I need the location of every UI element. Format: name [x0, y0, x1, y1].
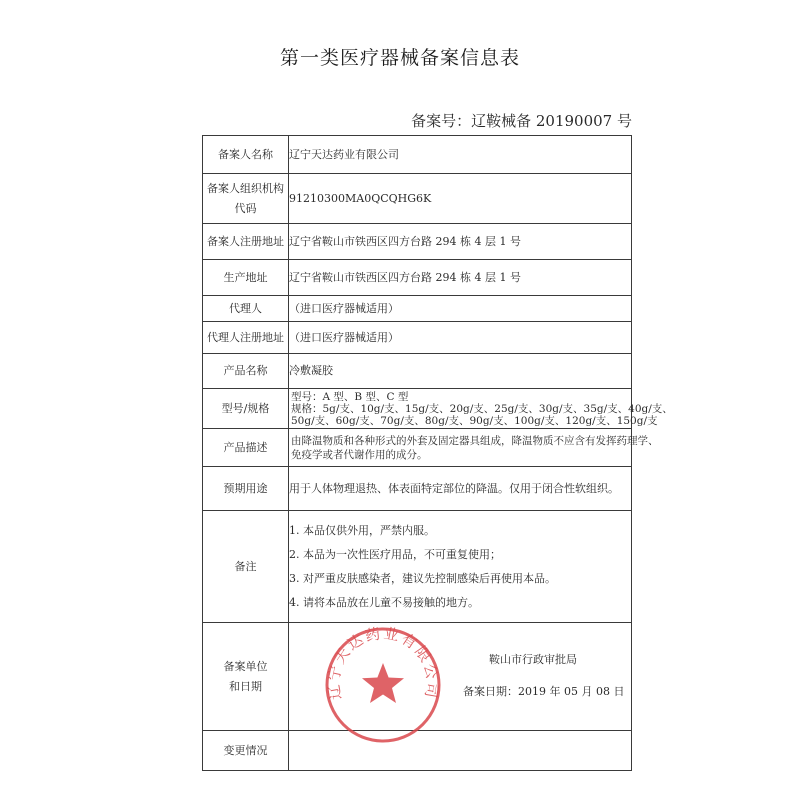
label-product-name: 产品名称: [203, 354, 289, 389]
row-agent-address: [203, 322, 632, 354]
record-number: [0, 110, 632, 131]
value-production-address: 辽宁省鞍山市铁西区四方台路 294 栋 4 层 1 号: [289, 260, 632, 296]
value-remarks: [289, 511, 632, 623]
model-spec-line-3: 50g/支、60g/支、70g/支、80g/支、90g/支、100g/支、120g/支、150g/支: [291, 414, 658, 427]
label-intended-use: 预期用途: [203, 467, 289, 511]
model-spec-line-1: 型号：A 型、B 型、C 型: [291, 390, 409, 403]
row-registered-address: [203, 224, 632, 260]
remarks-list: [289, 515, 631, 619]
remark-item: 1. 本品仅供外用，严禁内服。: [289, 523, 435, 537]
remark-item: 3. 对严重皮肤感染者，建议先控制感染后再使用本品。: [289, 571, 556, 585]
label-product-description: 产品描述: [203, 429, 289, 467]
label-filer-name: 备案人名称: [203, 136, 289, 174]
row-remarks: [203, 511, 632, 623]
filing-date: 备案日期：2019 年 05 月 08 日: [463, 685, 625, 698]
label-org-code: [203, 174, 289, 224]
row-intended-use: [203, 467, 632, 511]
value-agent: （进口医疗器械适用）: [289, 296, 632, 322]
label-remarks: 备注: [203, 511, 289, 623]
value-intended-use: 用于人体物理退热、体表面特定部位的降温。仅用于闭合性软组织。: [289, 467, 632, 511]
value-product-name: 冷敷凝胶: [289, 354, 632, 389]
label-filing-unit: [203, 623, 289, 731]
seal-star-icon: [362, 663, 404, 703]
record-number-text: 备案号：辽鞍械备 20190007 号: [411, 112, 632, 130]
label-model-spec: 型号/规格: [203, 389, 289, 429]
row-filer-name: [203, 136, 632, 174]
description-line-2: 免疫学或者代谢作用的成分。: [291, 448, 428, 461]
remark-item: 4. 请将本品放在儿童不易接触的地方。: [289, 595, 479, 609]
value-org-code: 91210300MA0QCQHG6K: [289, 174, 632, 224]
record-form-table: [202, 135, 673, 771]
value-filing-unit: [289, 623, 632, 731]
row-agent: [203, 296, 632, 322]
row-org-code: [203, 174, 632, 224]
label-filing-unit-line2: 和日期: [229, 679, 262, 693]
model-spec-line-2: 规格：5g/支、10g/支、15g/支、20g/支、25g/支、30g/支、35g/支、40g/支、: [291, 402, 673, 415]
label-changes: 变更情况: [203, 731, 289, 771]
value-filer-name: 辽宁天达药业有限公司: [289, 136, 632, 174]
row-product-description: [203, 429, 632, 467]
value-registered-address: 辽宁省鞍山市铁西区四方台路 294 栋 4 层 1 号: [289, 224, 632, 260]
label-org-code-line2: 代码: [234, 201, 257, 215]
document-title: 第一类医疗器械备案信息表: [279, 47, 520, 69]
row-filing-unit: [203, 623, 632, 731]
value-agent-address: （进口医疗器械适用）: [289, 322, 632, 354]
value-model-spec: [289, 389, 673, 429]
value-product-description: [289, 429, 659, 467]
label-registered-address: 备案人注册地址: [203, 224, 289, 260]
row-product-name: [203, 354, 632, 389]
label-agent: 代理人: [203, 296, 289, 322]
label-org-code-line1: 备案人组织机构: [207, 181, 284, 195]
label-filing-unit-line1: 备案单位: [223, 659, 268, 673]
remark-item: 2. 本品为一次性医疗用品，不可重复使用；: [289, 547, 501, 561]
seal-text: 辽宁天达药业有限公司: [324, 624, 442, 702]
label-production-address: 生产地址: [203, 260, 289, 296]
label-agent-address: 代理人注册地址: [203, 322, 289, 354]
row-production-address: [203, 260, 632, 296]
approving-authority: 鞍山市行政审批局: [489, 653, 577, 666]
company-seal: [321, 623, 445, 747]
row-model-spec: [203, 389, 632, 429]
description-line-1: 由降温物质和各种形式的外套及固定器具组成，降温物质不应含有发挥药理学、: [291, 434, 659, 447]
